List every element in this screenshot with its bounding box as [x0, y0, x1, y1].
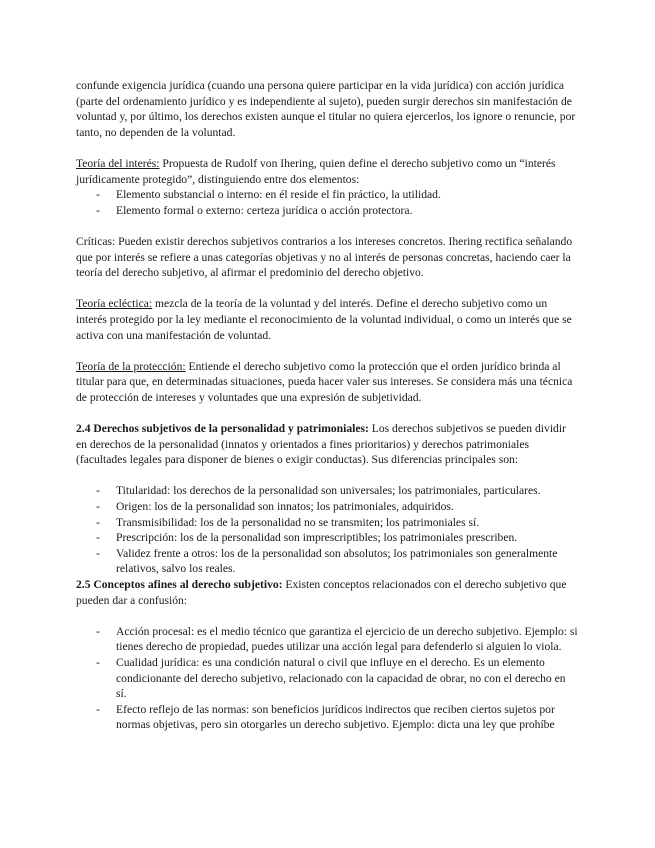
eclectic-theory-text: mezcla de la teoría de la voluntad y del interés. Define el derecho subjetivo como un interés protegido por la ley mediante el reconocimiento de la voluntad individual, o como un interés que se activa con una manifestación de voluntad. [76, 297, 572, 342]
section-2-4-heading: 2.4 Derechos subjetivos de la personalidad y patrimoniales: [76, 422, 369, 436]
theory-interest-heading: Teoría del interés: [76, 156, 160, 170]
list-item: - Transmisibilidad: los de la personalidad no se transmiten; los patrimoniales sí. [76, 515, 579, 531]
section-2-5-paragraph [76, 577, 579, 608]
list-item: - Origen: los de la personalidad son innatos; los patrimoniales, adquiridos. [76, 499, 579, 515]
eclectic-theory-heading: Teoría ecléctica: [76, 297, 153, 311]
list-item: - Prescripción: los de la personalidad son imprescriptibles; los patrimoniales prescriben. [76, 530, 579, 546]
list-item: - Elemento formal o externo: certeza jurídica o acción protectora. [76, 203, 579, 219]
list-item: - Cualidad jurídica: es una condición natural o civil que influye en el derecho. Es un elemento condicionante del derecho subjetivo, relacionado con la capacidad de obrar, no con el derecho en sí. [76, 655, 579, 702]
eclectic-theory-paragraph [76, 296, 579, 343]
section-2-5-list [76, 624, 579, 733]
protection-theory-paragraph [76, 359, 579, 406]
section-2-5-heading: 2.5 Conceptos afines al derecho subjetivo: [76, 578, 283, 591]
list-item: - Efecto reflejo de las normas: son beneficios jurídicos indirectos que reciben ciertos sujetos por normas objetivas, pero sin otorgarles un derecho subjetivo. Ejemplo: dicta una ley que prohíbe [76, 702, 579, 733]
section-2-4-list [76, 483, 579, 577]
theory-interest-section [76, 156, 579, 218]
protection-theory-heading: Teoría de la protección: [76, 359, 186, 373]
section-2-4-paragraph [76, 421, 579, 468]
list-item: - Titularidad: los derechos de la personalidad son universales; los patrimoniales, particulares. [76, 483, 579, 499]
theory-interest-list [76, 187, 579, 218]
protection-theory-text: Entiende el derecho subjetivo como la protección que el orden jurídico brinda al titular para que, en determinadas situaciones, pueda hacer valer sus intereses. Se considera más una técnica de protección de intereses y voluntades que una expresión de subjetividad. [76, 359, 573, 404]
list-item: - Acción procesal: es el medio técnico que garantiza el ejercicio de un derecho subjetivo. Ejemplo: si tienes derecho de propiedad, puedes utilizar una acción legal para defenderlo si alguien lo viola. [76, 624, 579, 655]
theory-interest-text: Propuesta de Rudolf von Ihering, quien define el derecho subjetivo como un “interés jurídicamente protegido”, distinguiendo entre dos elementos: [76, 156, 556, 186]
criticism-paragraph: Críticas: Pueden existir derechos subjetivos contrarios a los intereses concretos. Ihering rectifica señalando que por interés se refiere a unas categorías objetivas y no al interés de personas concretas, haciendo caer la teoría del derecho subjetivo, al afirmar el predominio del derecho objetivo. [76, 234, 573, 280]
section-2-4-text: Los derechos subjetivos se pueden dividir en derechos de la personalidad (innatos y orientados a fines prioritarios) y derechos patrimoniales (facultades legales para disponer de bienes o exigir conductas). Sus diferencias principales son: [76, 422, 566, 467]
list-item: - Elemento substancial o interno: en él reside el fin práctico, la utilidad. [76, 187, 579, 203]
section-2-5-text: Existen conceptos relacionados con el derecho subjetivo que pueden dar a confusión: [76, 578, 567, 607]
list-item: - Validez frente a otros: los de la personalidad son absolutos; los patrimoniales son generalmente relativos, salvo los reales. [76, 546, 579, 577]
intro-paragraph: confunde exigencia jurídica (cuando una persona quiere participar en la vida jurídica) con acción jurídica (parte del ordenamiento jurídico y es independiente al sujeto), pueden surgir derechos sin manifestación de voluntad y, por último, los derechos existen aunque el titular no quiera ejercerlos, los ignore o renuncie, por tanto, no dependen de la voluntad. [76, 79, 576, 139]
theory-interest-paragraph [76, 156, 579, 187]
